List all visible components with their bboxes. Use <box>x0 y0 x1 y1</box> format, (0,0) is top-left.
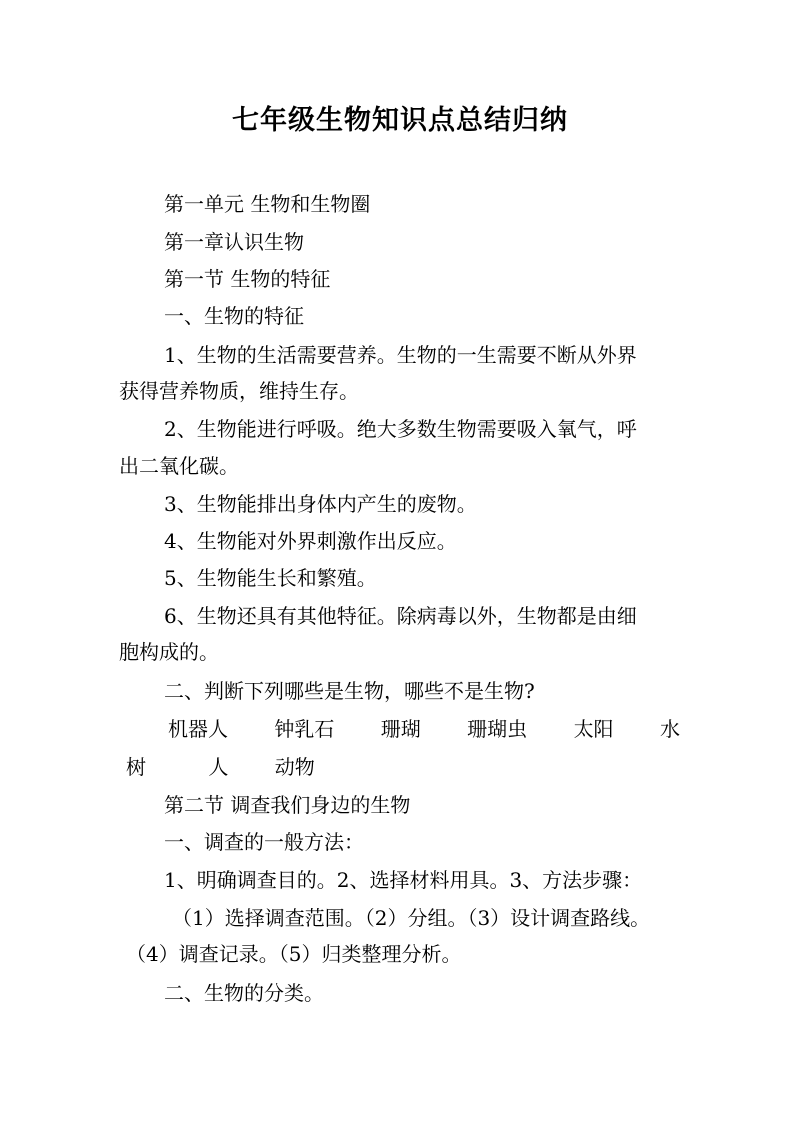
list-item: 人 <box>208 755 229 779</box>
paragraph-line: 获得营养物质，维持生存。 <box>119 379 359 403</box>
subheading: 二、判断下列哪些是生物，哪些不是生物? <box>164 679 535 703</box>
document-title: 七年级生物知识点总结归纳 <box>232 105 568 136</box>
paragraph-line: 出二氧化碳。 <box>119 454 239 478</box>
list-item: 钟乳石 <box>274 717 335 741</box>
things-list-row <box>126 753 315 781</box>
paragraph-line: 1、生物的生活需要营养。生物的一生需要不断从外界 <box>164 343 637 367</box>
subheading: 一、生物的特征 <box>164 304 304 328</box>
list-item: 太阳 <box>573 717 614 741</box>
paragraph-line: 1、明确调查目的。2、选择材料用具。3、方法步骤： <box>164 868 643 892</box>
paragraph-line: （1）选择调查范围。（2）分组。（3）设计调查路线。 <box>172 906 651 930</box>
list-item: 动物 <box>274 755 315 779</box>
paragraph-line: 4、生物能对外界刺激作出反应。 <box>164 529 457 553</box>
subheading: 一、调查的一般方法： <box>164 830 364 854</box>
list-item: 珊瑚 <box>380 717 421 741</box>
paragraph-line: 6、生物还具有其他特征。除病毒以外，生物都是由细 <box>164 604 637 628</box>
subheading: 二、生物的分类。 <box>164 981 324 1005</box>
paragraph-line: 胞构成的。 <box>119 640 219 664</box>
list-item: 机器人 <box>168 717 228 741</box>
things-list-row <box>168 715 680 743</box>
list-item: 树 <box>126 755 146 779</box>
list-item: 水 <box>659 717 680 741</box>
paragraph-line: （4）调查记录。（5）归类整理分析。 <box>126 942 462 966</box>
chapter-heading: 第一章认识生物 <box>164 230 304 254</box>
paragraph-line: 5、生物能生长和繁殖。 <box>164 566 377 590</box>
list-item: 珊瑚虫 <box>467 717 528 741</box>
section-heading: 第二节 调查我们身边的生物 <box>164 793 411 817</box>
paragraph-line: 2、生物能进行呼吸。绝大多数生物需要吸入氧气，呼 <box>164 417 637 441</box>
section-heading: 第一节 生物的特征 <box>164 267 331 291</box>
paragraph-line: 3、生物能排出身体内产生的废物。 <box>164 492 477 516</box>
unit-heading: 第一单元 生物和生物圈 <box>164 192 371 216</box>
